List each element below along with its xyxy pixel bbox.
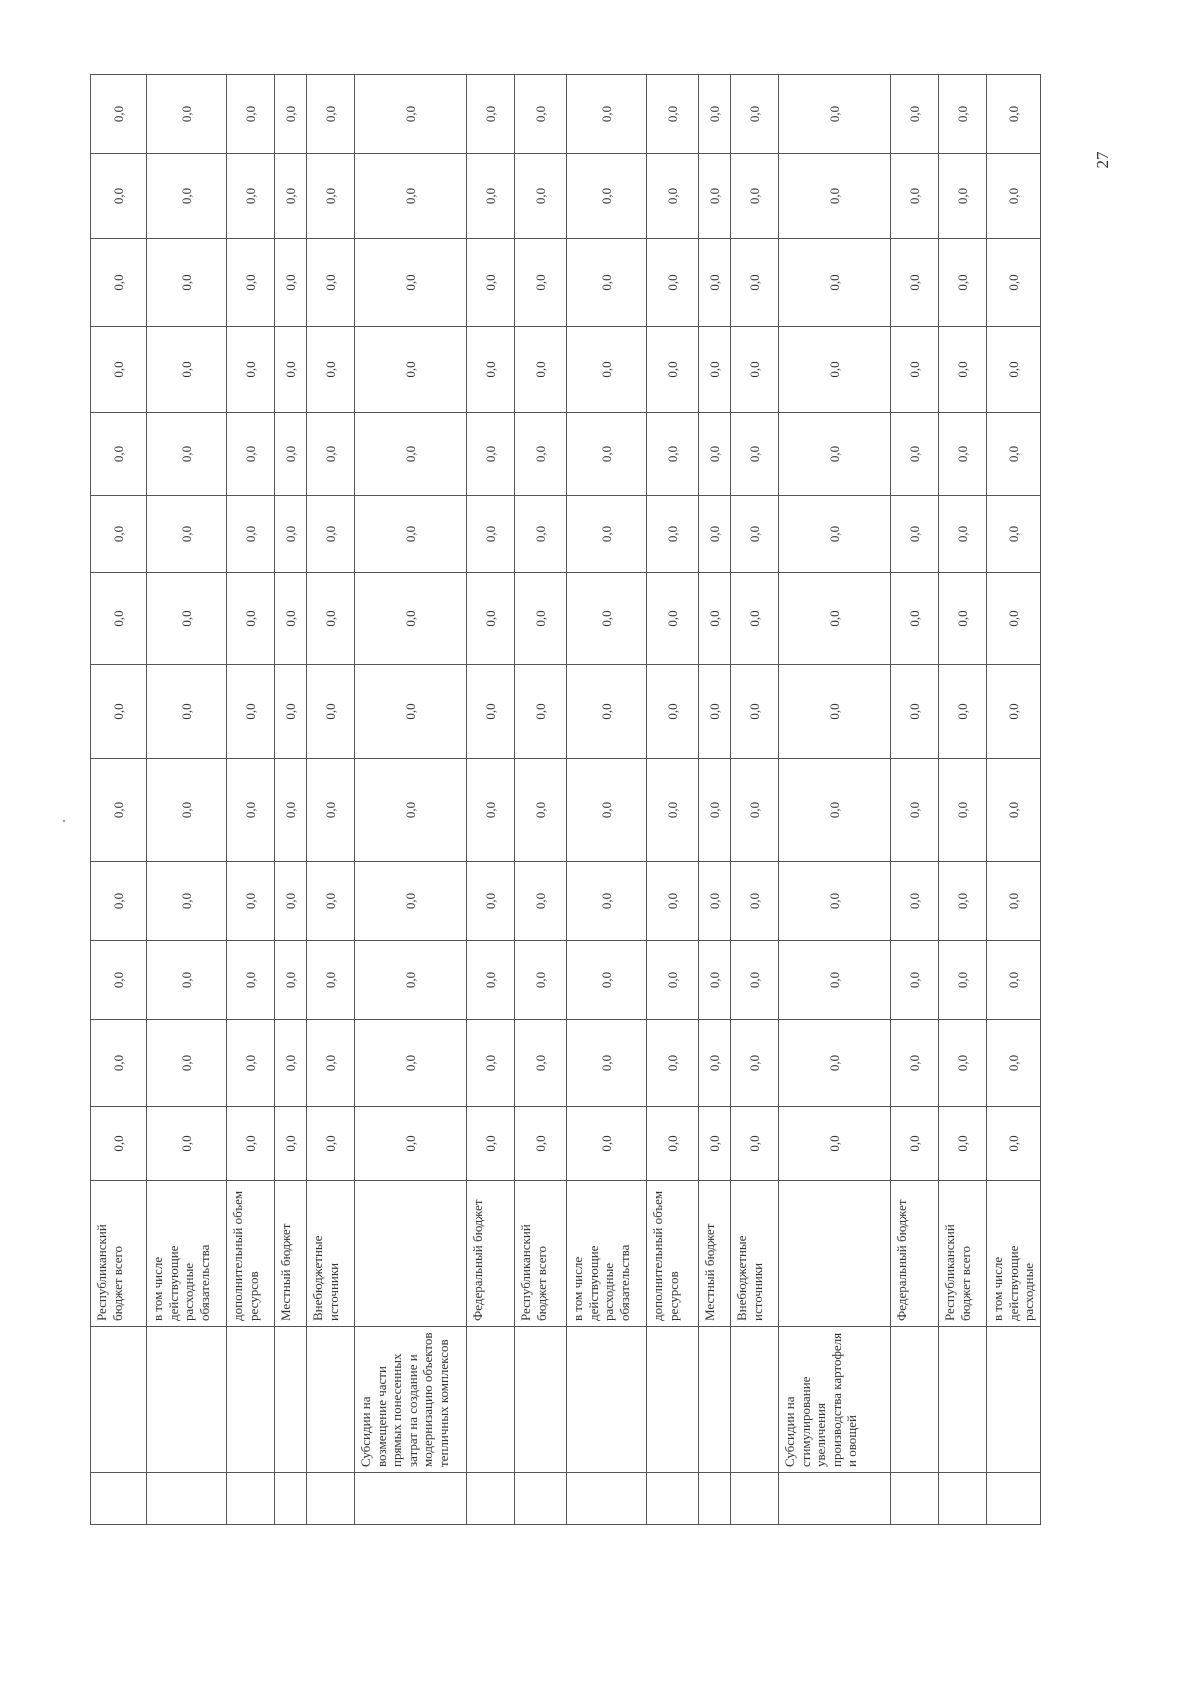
value-cell: 0,0 [147, 413, 227, 496]
value-cell: 0,0 [275, 1020, 307, 1107]
value-cell: 0,0 [467, 573, 515, 665]
value-cell: 0,0 [567, 327, 647, 413]
value-cell: 0,0 [355, 941, 467, 1020]
value-cell: 0,0 [779, 862, 891, 941]
value-cell: 0,0 [467, 75, 515, 154]
value-cell: 0,0 [91, 759, 147, 862]
table-row [91, 75, 147, 1525]
row-number-cell [731, 1473, 779, 1525]
measure-cell [275, 1327, 307, 1473]
value-cell: 0,0 [987, 75, 1041, 154]
value-cell: 0,0 [307, 1020, 355, 1107]
value-cell: 0,0 [515, 665, 567, 759]
value-cell: 0,0 [779, 941, 891, 1020]
value-cell: 0,0 [515, 862, 567, 941]
value-cell: 0,0 [275, 413, 307, 496]
value-cell: 0,0 [307, 759, 355, 862]
value-cell: 0,0 [227, 862, 275, 941]
value-cell: 0,0 [91, 665, 147, 759]
value-cell: 0,0 [567, 496, 647, 573]
value-cell: 0,0 [147, 941, 227, 1020]
value-cell: 0,0 [567, 75, 647, 154]
value-cell: 0,0 [91, 239, 147, 327]
value-cell: 0,0 [699, 941, 731, 1020]
measure-cell [515, 1327, 567, 1473]
measure-cell [939, 1327, 987, 1473]
value-cell: 0,0 [91, 327, 147, 413]
value-cell: 0,0 [467, 1020, 515, 1107]
value-cell: 0,0 [939, 239, 987, 327]
value-cell: 0,0 [699, 1020, 731, 1107]
value-cell: 0,0 [731, 573, 779, 665]
value-cell: 0,0 [647, 665, 699, 759]
value-cell: 0,0 [567, 154, 647, 239]
value-cell: 0,0 [307, 413, 355, 496]
value-cell: 0,0 [307, 573, 355, 665]
measure-cell [567, 1327, 647, 1473]
value-cell: 0,0 [987, 573, 1041, 665]
scan-speck [63, 820, 65, 822]
value-cell: 0,0 [355, 154, 467, 239]
value-cell: 0,0 [467, 239, 515, 327]
value-cell: 0,0 [987, 862, 1041, 941]
value-cell: 0,0 [987, 1020, 1041, 1107]
measure-cell [467, 1327, 515, 1473]
value-cell: 0,0 [779, 239, 891, 327]
source-cell: Местный бюджет [699, 1181, 731, 1327]
value-cell: 0,0 [467, 1107, 515, 1181]
value-cell: 0,0 [731, 1020, 779, 1107]
value-cell: 0,0 [647, 1020, 699, 1107]
value-cell: 0,0 [355, 759, 467, 862]
value-cell: 0,0 [987, 1107, 1041, 1181]
value-cell: 0,0 [699, 75, 731, 154]
value-cell: 0,0 [227, 1107, 275, 1181]
value-cell: 0,0 [307, 75, 355, 154]
value-cell: 0,0 [147, 665, 227, 759]
table-row [779, 75, 891, 1525]
measure-cell: Субсидии на стимулирование увеличения производства картофеля и овощей [779, 1327, 891, 1473]
table-row [467, 75, 515, 1525]
value-cell: 0,0 [515, 239, 567, 327]
value-cell: 0,0 [567, 1107, 647, 1181]
source-cell: в том числе действующие расходные обязательства [567, 1181, 647, 1327]
source-cell: Федеральный бюджет [891, 1181, 939, 1327]
table-row [355, 75, 467, 1525]
measure-cell [987, 1327, 1041, 1473]
value-cell: 0,0 [227, 154, 275, 239]
value-cell: 0,0 [147, 154, 227, 239]
value-cell: 0,0 [307, 862, 355, 941]
value-cell: 0,0 [647, 75, 699, 154]
value-cell: 0,0 [515, 413, 567, 496]
value-cell: 0,0 [647, 154, 699, 239]
value-cell: 0,0 [987, 413, 1041, 496]
row-number-cell [355, 1473, 467, 1525]
value-cell: 0,0 [891, 1107, 939, 1181]
measure-cell: Субсидии на возмещение части прямых понесенных затрат на создание и модернизацию объектов тепличных комплексов [355, 1327, 467, 1473]
value-cell: 0,0 [699, 573, 731, 665]
value-cell: 0,0 [355, 862, 467, 941]
value-cell: 0,0 [731, 75, 779, 154]
value-cell: 0,0 [275, 154, 307, 239]
row-number-cell [647, 1473, 699, 1525]
value-cell: 0,0 [647, 496, 699, 573]
value-cell: 0,0 [779, 665, 891, 759]
value-cell: 0,0 [567, 759, 647, 862]
value-cell: 0,0 [91, 862, 147, 941]
value-cell: 0,0 [91, 154, 147, 239]
value-cell: 0,0 [307, 1107, 355, 1181]
value-cell: 0,0 [227, 1020, 275, 1107]
table-row [567, 75, 647, 1525]
value-cell: 0,0 [515, 327, 567, 413]
value-cell: 0,0 [567, 573, 647, 665]
value-cell: 0,0 [227, 759, 275, 862]
source-cell: Местный бюджет [275, 1181, 307, 1327]
value-cell: 0,0 [779, 413, 891, 496]
value-cell: 0,0 [699, 327, 731, 413]
value-cell: 0,0 [227, 496, 275, 573]
row-number-cell [91, 1473, 147, 1525]
row-number-cell [467, 1473, 515, 1525]
value-cell: 0,0 [91, 1107, 147, 1181]
value-cell: 0,0 [779, 573, 891, 665]
row-number-cell [891, 1473, 939, 1525]
source-cell [779, 1181, 891, 1327]
value-cell: 0,0 [987, 496, 1041, 573]
value-cell: 0,0 [731, 154, 779, 239]
value-cell: 0,0 [91, 75, 147, 154]
value-cell: 0,0 [307, 941, 355, 1020]
measure-cell [699, 1327, 731, 1473]
value-cell: 0,0 [891, 862, 939, 941]
value-cell: 0,0 [731, 327, 779, 413]
value-cell: 0,0 [939, 665, 987, 759]
table-row [275, 75, 307, 1525]
table-row [647, 75, 699, 1525]
value-cell: 0,0 [891, 941, 939, 1020]
value-cell: 0,0 [939, 759, 987, 862]
value-cell: 0,0 [567, 665, 647, 759]
row-number-cell [227, 1473, 275, 1525]
value-cell: 0,0 [275, 941, 307, 1020]
value-cell: 0,0 [987, 941, 1041, 1020]
value-cell: 0,0 [91, 496, 147, 573]
measure-cell [307, 1327, 355, 1473]
value-cell: 0,0 [731, 1107, 779, 1181]
rotated-table-wrapper [90, 75, 1068, 1525]
value-cell: 0,0 [647, 759, 699, 862]
source-cell: Республиканский бюджет всего [91, 1181, 147, 1327]
measure-cell [647, 1327, 699, 1473]
table-body [91, 75, 1041, 1525]
value-cell: 0,0 [355, 496, 467, 573]
value-cell: 0,0 [987, 665, 1041, 759]
measure-cell [227, 1327, 275, 1473]
value-cell: 0,0 [891, 1020, 939, 1107]
value-cell: 0,0 [275, 862, 307, 941]
value-cell: 0,0 [647, 573, 699, 665]
value-cell: 0,0 [891, 496, 939, 573]
value-cell: 0,0 [227, 573, 275, 665]
value-cell: 0,0 [647, 239, 699, 327]
value-cell: 0,0 [731, 759, 779, 862]
source-cell: Республиканский бюджет всего [515, 1181, 567, 1327]
value-cell: 0,0 [467, 327, 515, 413]
value-cell: 0,0 [699, 759, 731, 862]
value-cell: 0,0 [939, 941, 987, 1020]
value-cell: 0,0 [779, 1107, 891, 1181]
value-cell: 0,0 [939, 573, 987, 665]
value-cell: 0,0 [987, 759, 1041, 862]
value-cell: 0,0 [939, 75, 987, 154]
row-number-cell [699, 1473, 731, 1525]
value-cell: 0,0 [355, 327, 467, 413]
value-cell: 0,0 [307, 496, 355, 573]
value-cell: 0,0 [147, 1107, 227, 1181]
value-cell: 0,0 [227, 327, 275, 413]
row-number-cell [567, 1473, 647, 1525]
value-cell: 0,0 [467, 759, 515, 862]
value-cell: 0,0 [307, 665, 355, 759]
value-cell: 0,0 [779, 759, 891, 862]
row-number-cell [515, 1473, 567, 1525]
value-cell: 0,0 [147, 239, 227, 327]
value-cell: 0,0 [647, 862, 699, 941]
value-cell: 0,0 [731, 413, 779, 496]
value-cell: 0,0 [699, 665, 731, 759]
value-cell: 0,0 [355, 1020, 467, 1107]
table-row [891, 75, 939, 1525]
value-cell: 0,0 [147, 75, 227, 154]
value-cell: 0,0 [227, 239, 275, 327]
source-cell: дополнительный объем ресурсов [647, 1181, 699, 1327]
value-cell: 0,0 [227, 413, 275, 496]
budget-table [90, 74, 1041, 1525]
value-cell: 0,0 [891, 327, 939, 413]
table-row [227, 75, 275, 1525]
value-cell: 0,0 [647, 327, 699, 413]
value-cell: 0,0 [515, 941, 567, 1020]
value-cell: 0,0 [779, 154, 891, 239]
table-row [731, 75, 779, 1525]
table-row [939, 75, 987, 1525]
value-cell: 0,0 [515, 75, 567, 154]
value-cell: 0,0 [779, 496, 891, 573]
value-cell: 0,0 [779, 1020, 891, 1107]
value-cell: 0,0 [939, 496, 987, 573]
value-cell: 0,0 [731, 941, 779, 1020]
source-cell: Федеральный бюджет [467, 1181, 515, 1327]
value-cell: 0,0 [515, 759, 567, 862]
value-cell: 0,0 [307, 239, 355, 327]
value-cell: 0,0 [355, 1107, 467, 1181]
value-cell: 0,0 [515, 1020, 567, 1107]
value-cell: 0,0 [355, 239, 467, 327]
source-cell: дополнительный объем ресурсов [227, 1181, 275, 1327]
measure-cell [731, 1327, 779, 1473]
value-cell: 0,0 [467, 496, 515, 573]
value-cell: 0,0 [515, 1107, 567, 1181]
value-cell: 0,0 [355, 413, 467, 496]
value-cell: 0,0 [515, 496, 567, 573]
value-cell: 0,0 [147, 759, 227, 862]
value-cell: 0,0 [515, 573, 567, 665]
value-cell: 0,0 [699, 154, 731, 239]
value-cell: 0,0 [147, 573, 227, 665]
value-cell: 0,0 [731, 239, 779, 327]
value-cell: 0,0 [939, 862, 987, 941]
value-cell: 0,0 [647, 941, 699, 1020]
value-cell: 0,0 [699, 1107, 731, 1181]
value-cell: 0,0 [891, 154, 939, 239]
table-row [699, 75, 731, 1525]
value-cell: 0,0 [515, 154, 567, 239]
value-cell: 0,0 [779, 327, 891, 413]
value-cell: 0,0 [467, 862, 515, 941]
value-cell: 0,0 [355, 573, 467, 665]
row-number-cell [307, 1473, 355, 1525]
value-cell: 0,0 [355, 75, 467, 154]
measure-cell [891, 1327, 939, 1473]
value-cell: 0,0 [227, 941, 275, 1020]
value-cell: 0,0 [275, 1107, 307, 1181]
value-cell: 0,0 [731, 496, 779, 573]
value-cell: 0,0 [275, 75, 307, 154]
value-cell: 0,0 [731, 665, 779, 759]
value-cell: 0,0 [307, 154, 355, 239]
source-cell: Внебюджетные источники [731, 1181, 779, 1327]
value-cell: 0,0 [939, 1020, 987, 1107]
value-cell: 0,0 [275, 573, 307, 665]
value-cell: 0,0 [567, 862, 647, 941]
value-cell: 0,0 [891, 759, 939, 862]
value-cell: 0,0 [891, 75, 939, 154]
value-cell: 0,0 [939, 1107, 987, 1181]
value-cell: 0,0 [467, 413, 515, 496]
measure-cell [147, 1327, 227, 1473]
value-cell: 0,0 [275, 496, 307, 573]
value-cell: 0,0 [467, 941, 515, 1020]
value-cell: 0,0 [467, 665, 515, 759]
value-cell: 0,0 [275, 327, 307, 413]
table-row [987, 75, 1041, 1525]
source-cell: Внебюджетные источники [307, 1181, 355, 1327]
value-cell: 0,0 [567, 413, 647, 496]
value-cell: 0,0 [275, 665, 307, 759]
source-cell: в том числе действующие расходные [987, 1181, 1041, 1327]
source-cell: в том числе действующие расходные обязательства [147, 1181, 227, 1327]
value-cell: 0,0 [939, 413, 987, 496]
table-row [515, 75, 567, 1525]
value-cell: 0,0 [939, 327, 987, 413]
value-cell: 0,0 [275, 759, 307, 862]
page-number: 27 [1093, 151, 1112, 169]
value-cell: 0,0 [567, 941, 647, 1020]
table-row [307, 75, 355, 1525]
value-cell: 0,0 [227, 75, 275, 154]
value-cell: 0,0 [699, 413, 731, 496]
value-cell: 0,0 [91, 413, 147, 496]
value-cell: 0,0 [467, 154, 515, 239]
value-cell: 0,0 [647, 413, 699, 496]
value-cell: 0,0 [779, 75, 891, 154]
value-cell: 0,0 [987, 239, 1041, 327]
value-cell: 0,0 [987, 327, 1041, 413]
value-cell: 0,0 [91, 941, 147, 1020]
value-cell: 0,0 [647, 1107, 699, 1181]
row-number-cell [987, 1473, 1041, 1525]
value-cell: 0,0 [147, 1020, 227, 1107]
value-cell: 0,0 [307, 327, 355, 413]
value-cell: 0,0 [731, 862, 779, 941]
row-number-cell [147, 1473, 227, 1525]
value-cell: 0,0 [91, 573, 147, 665]
table-row [147, 75, 227, 1525]
value-cell: 0,0 [567, 239, 647, 327]
value-cell: 0,0 [891, 413, 939, 496]
value-cell: 0,0 [355, 665, 467, 759]
value-cell: 0,0 [567, 1020, 647, 1107]
value-cell: 0,0 [891, 239, 939, 327]
value-cell: 0,0 [891, 665, 939, 759]
value-cell: 0,0 [699, 239, 731, 327]
value-cell: 0,0 [699, 862, 731, 941]
row-number-cell [939, 1473, 987, 1525]
source-cell [355, 1181, 467, 1327]
value-cell: 0,0 [147, 496, 227, 573]
value-cell: 0,0 [275, 239, 307, 327]
source-cell: Республиканский бюджет всего [939, 1181, 987, 1327]
value-cell: 0,0 [939, 154, 987, 239]
value-cell: 0,0 [891, 573, 939, 665]
value-cell: 0,0 [147, 327, 227, 413]
row-number-cell [275, 1473, 307, 1525]
value-cell: 0,0 [987, 154, 1041, 239]
measure-cell [91, 1327, 147, 1473]
value-cell: 0,0 [227, 665, 275, 759]
value-cell: 0,0 [91, 1020, 147, 1107]
value-cell: 0,0 [699, 496, 731, 573]
row-number-cell [779, 1473, 891, 1525]
value-cell: 0,0 [147, 862, 227, 941]
